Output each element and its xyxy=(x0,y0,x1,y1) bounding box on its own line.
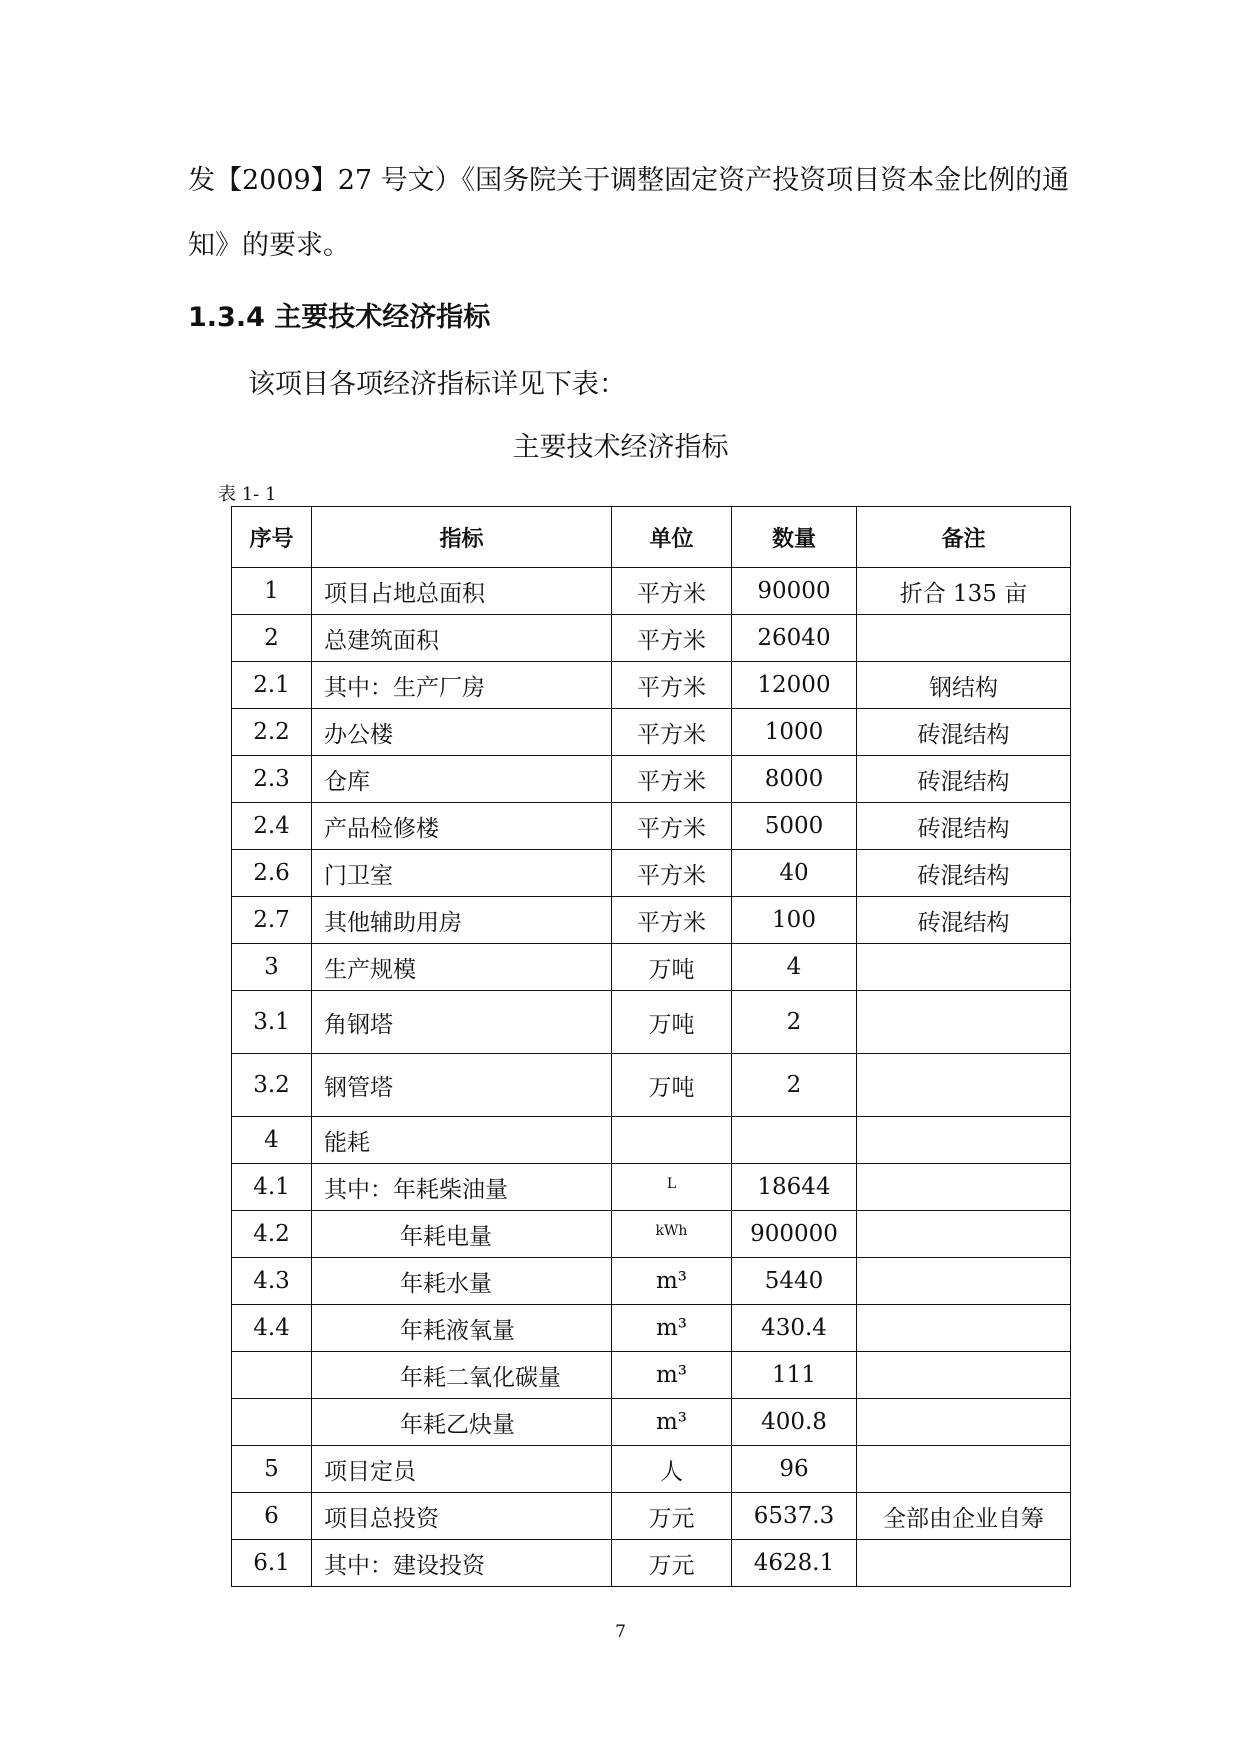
cell-no: 6.1 xyxy=(232,1540,312,1587)
table-row xyxy=(232,1352,1071,1399)
cell-quantity: 1000 xyxy=(732,709,857,756)
table-row xyxy=(232,850,1071,897)
cell-quantity: 5000 xyxy=(732,803,857,850)
table-number: 表 1- 1 xyxy=(218,484,277,505)
cell-indicator: 其他辅助用房 xyxy=(312,897,612,944)
cell-note xyxy=(857,615,1071,662)
cell-no: 6 xyxy=(232,1493,312,1540)
cell-indicator: 年耗电量 xyxy=(312,1211,612,1258)
table-row xyxy=(232,803,1071,850)
cell-note xyxy=(857,1540,1071,1587)
cell-no: 4.1 xyxy=(232,1164,312,1211)
cell-note: 全部由企业自筹 xyxy=(857,1493,1071,1540)
cell-quantity: 6537.3 xyxy=(732,1493,857,1540)
cell-quantity: 2 xyxy=(732,991,857,1054)
cell-no: 3.2 xyxy=(232,1054,312,1117)
table-row xyxy=(232,1540,1071,1587)
cell-no: 3.1 xyxy=(232,991,312,1054)
cell-unit: 平方米 xyxy=(612,662,732,709)
table-row xyxy=(232,1446,1071,1493)
table-row xyxy=(232,897,1071,944)
cell-indicator: 角钢塔 xyxy=(312,991,612,1054)
header-quantity: 数量 xyxy=(732,507,857,568)
cell-no: 2.2 xyxy=(232,709,312,756)
cell-no: 2 xyxy=(232,615,312,662)
cell-quantity xyxy=(732,1117,857,1164)
table-row xyxy=(232,944,1071,991)
cell-no: 3 xyxy=(232,944,312,991)
cell-no: 2.7 xyxy=(232,897,312,944)
cell-note xyxy=(857,1054,1071,1117)
table-row xyxy=(232,756,1071,803)
table-title: 主要技术经济指标 xyxy=(512,432,729,463)
cell-quantity: 26040 xyxy=(732,615,857,662)
cell-no: 4.2 xyxy=(232,1211,312,1258)
cell-indicator: 其中：建设投资 xyxy=(312,1540,612,1587)
cell-note xyxy=(857,1305,1071,1352)
cell-indicator: 门卫室 xyxy=(312,850,612,897)
cell-quantity: 430.4 xyxy=(732,1305,857,1352)
table-row xyxy=(232,1305,1071,1352)
cell-quantity: 400.8 xyxy=(732,1399,857,1446)
cell-unit: 万元 xyxy=(612,1540,732,1587)
table-row xyxy=(232,1054,1071,1117)
cell-note xyxy=(857,991,1071,1054)
header-unit: 单位 xyxy=(612,507,732,568)
header-indicator: 指标 xyxy=(312,507,612,568)
cell-note xyxy=(857,944,1071,991)
cell-note: 砖混结构 xyxy=(857,850,1071,897)
cell-no: 2.3 xyxy=(232,756,312,803)
table-row xyxy=(232,1117,1071,1164)
cell-note xyxy=(857,1164,1071,1211)
table-row xyxy=(232,1258,1071,1305)
cell-unit: 平方米 xyxy=(612,568,732,615)
table-row xyxy=(232,1399,1071,1446)
cell-unit: m³ xyxy=(612,1399,732,1446)
cell-note: 钢结构 xyxy=(857,662,1071,709)
cell-note: 折合 135 亩 xyxy=(857,568,1071,615)
cell-quantity: 8000 xyxy=(732,756,857,803)
header-note: 备注 xyxy=(857,507,1071,568)
table-row xyxy=(232,1164,1071,1211)
table-header-row xyxy=(232,507,1071,568)
cell-note xyxy=(857,1352,1071,1399)
table-row xyxy=(232,568,1071,615)
cell-note: 砖混结构 xyxy=(857,709,1071,756)
table-row xyxy=(232,1493,1071,1540)
cell-no: 2.6 xyxy=(232,850,312,897)
cell-unit: 平方米 xyxy=(612,709,732,756)
cell-indicator: 其中：年耗柴油量 xyxy=(312,1164,612,1211)
cell-indicator: 年耗乙炔量 xyxy=(312,1399,612,1446)
cell-indicator: 产品检修楼 xyxy=(312,803,612,850)
cell-note xyxy=(857,1446,1071,1493)
cell-unit: 平方米 xyxy=(612,897,732,944)
cell-no: 4 xyxy=(232,1117,312,1164)
cell-indicator: 年耗二氧化碳量 xyxy=(312,1352,612,1399)
cell-unit: 万吨 xyxy=(612,1054,732,1117)
cell-indicator: 总建筑面积 xyxy=(312,615,612,662)
cell-indicator: 生产规模 xyxy=(312,944,612,991)
cell-unit: 人 xyxy=(612,1446,732,1493)
cell-unit: 万吨 xyxy=(612,944,732,991)
cell-indicator: 办公楼 xyxy=(312,709,612,756)
cell-quantity: 90000 xyxy=(732,568,857,615)
cell-indicator: 年耗液氧量 xyxy=(312,1305,612,1352)
cell-unit: 平方米 xyxy=(612,850,732,897)
cell-no: 2.4 xyxy=(232,803,312,850)
cell-quantity: 2 xyxy=(732,1054,857,1117)
cell-no: 4.3 xyxy=(232,1258,312,1305)
indicator-table xyxy=(231,506,1071,1587)
cell-unit: m³ xyxy=(612,1305,732,1352)
cell-indicator: 项目定员 xyxy=(312,1446,612,1493)
cell-quantity: 40 xyxy=(732,850,857,897)
cell-quantity: 900000 xyxy=(732,1211,857,1258)
cell-unit xyxy=(612,1164,732,1211)
cell-indicator: 钢管塔 xyxy=(312,1054,612,1117)
table-row xyxy=(232,662,1071,709)
cell-unit: m³ xyxy=(612,1352,732,1399)
cell-note xyxy=(857,1211,1071,1258)
cell-unit: 平方米 xyxy=(612,756,732,803)
cell-quantity: 5440 xyxy=(732,1258,857,1305)
cell-note: 砖混结构 xyxy=(857,803,1071,850)
paragraph-line-1: 发【2009】27 号文）《国务院关于调整固定资产投资项目资本金比例的通 xyxy=(188,165,1070,196)
cell-note: 砖混结构 xyxy=(857,756,1071,803)
cell-note xyxy=(857,1399,1071,1446)
cell-no xyxy=(232,1352,312,1399)
cell-quantity: 96 xyxy=(732,1446,857,1493)
unit-label: kWh xyxy=(655,1223,688,1239)
header-no: 序号 xyxy=(232,507,312,568)
cell-no: 5 xyxy=(232,1446,312,1493)
unit-label: L xyxy=(666,1176,677,1192)
cell-unit: 万元 xyxy=(612,1493,732,1540)
cell-quantity: 111 xyxy=(732,1352,857,1399)
table-row xyxy=(232,991,1071,1054)
cell-quantity: 18644 xyxy=(732,1164,857,1211)
intro-text: 该项目各项经济指标详见下表： xyxy=(248,369,626,400)
cell-indicator: 能耗 xyxy=(312,1117,612,1164)
cell-note xyxy=(857,1258,1071,1305)
cell-no: 4.4 xyxy=(232,1305,312,1352)
table-row xyxy=(232,709,1071,756)
cell-unit xyxy=(612,1211,732,1258)
cell-no: 1 xyxy=(232,568,312,615)
cell-indicator: 年耗水量 xyxy=(312,1258,612,1305)
cell-indicator: 仓库 xyxy=(312,756,612,803)
section-heading: 1.3.4 主要技术经济指标 xyxy=(188,302,491,333)
cell-unit: 平方米 xyxy=(612,615,732,662)
cell-quantity: 4628.1 xyxy=(732,1540,857,1587)
cell-indicator: 其中：生产厂房 xyxy=(312,662,612,709)
cell-unit: m³ xyxy=(612,1258,732,1305)
cell-note: 砖混结构 xyxy=(857,897,1071,944)
cell-unit xyxy=(612,1117,732,1164)
page-number: 7 xyxy=(615,1622,626,1642)
cell-indicator: 项目总投资 xyxy=(312,1493,612,1540)
cell-unit: 平方米 xyxy=(612,803,732,850)
cell-indicator: 项目占地总面积 xyxy=(312,568,612,615)
table-body xyxy=(232,568,1071,1587)
cell-no xyxy=(232,1399,312,1446)
cell-no: 2.1 xyxy=(232,662,312,709)
cell-note xyxy=(857,1117,1071,1164)
cell-quantity: 4 xyxy=(732,944,857,991)
cell-unit: 万吨 xyxy=(612,991,732,1054)
table-row xyxy=(232,615,1071,662)
paragraph-line-2: 知》的要求。 xyxy=(188,230,350,261)
table-row xyxy=(232,1211,1071,1258)
cell-quantity: 12000 xyxy=(732,662,857,709)
cell-quantity: 100 xyxy=(732,897,857,944)
